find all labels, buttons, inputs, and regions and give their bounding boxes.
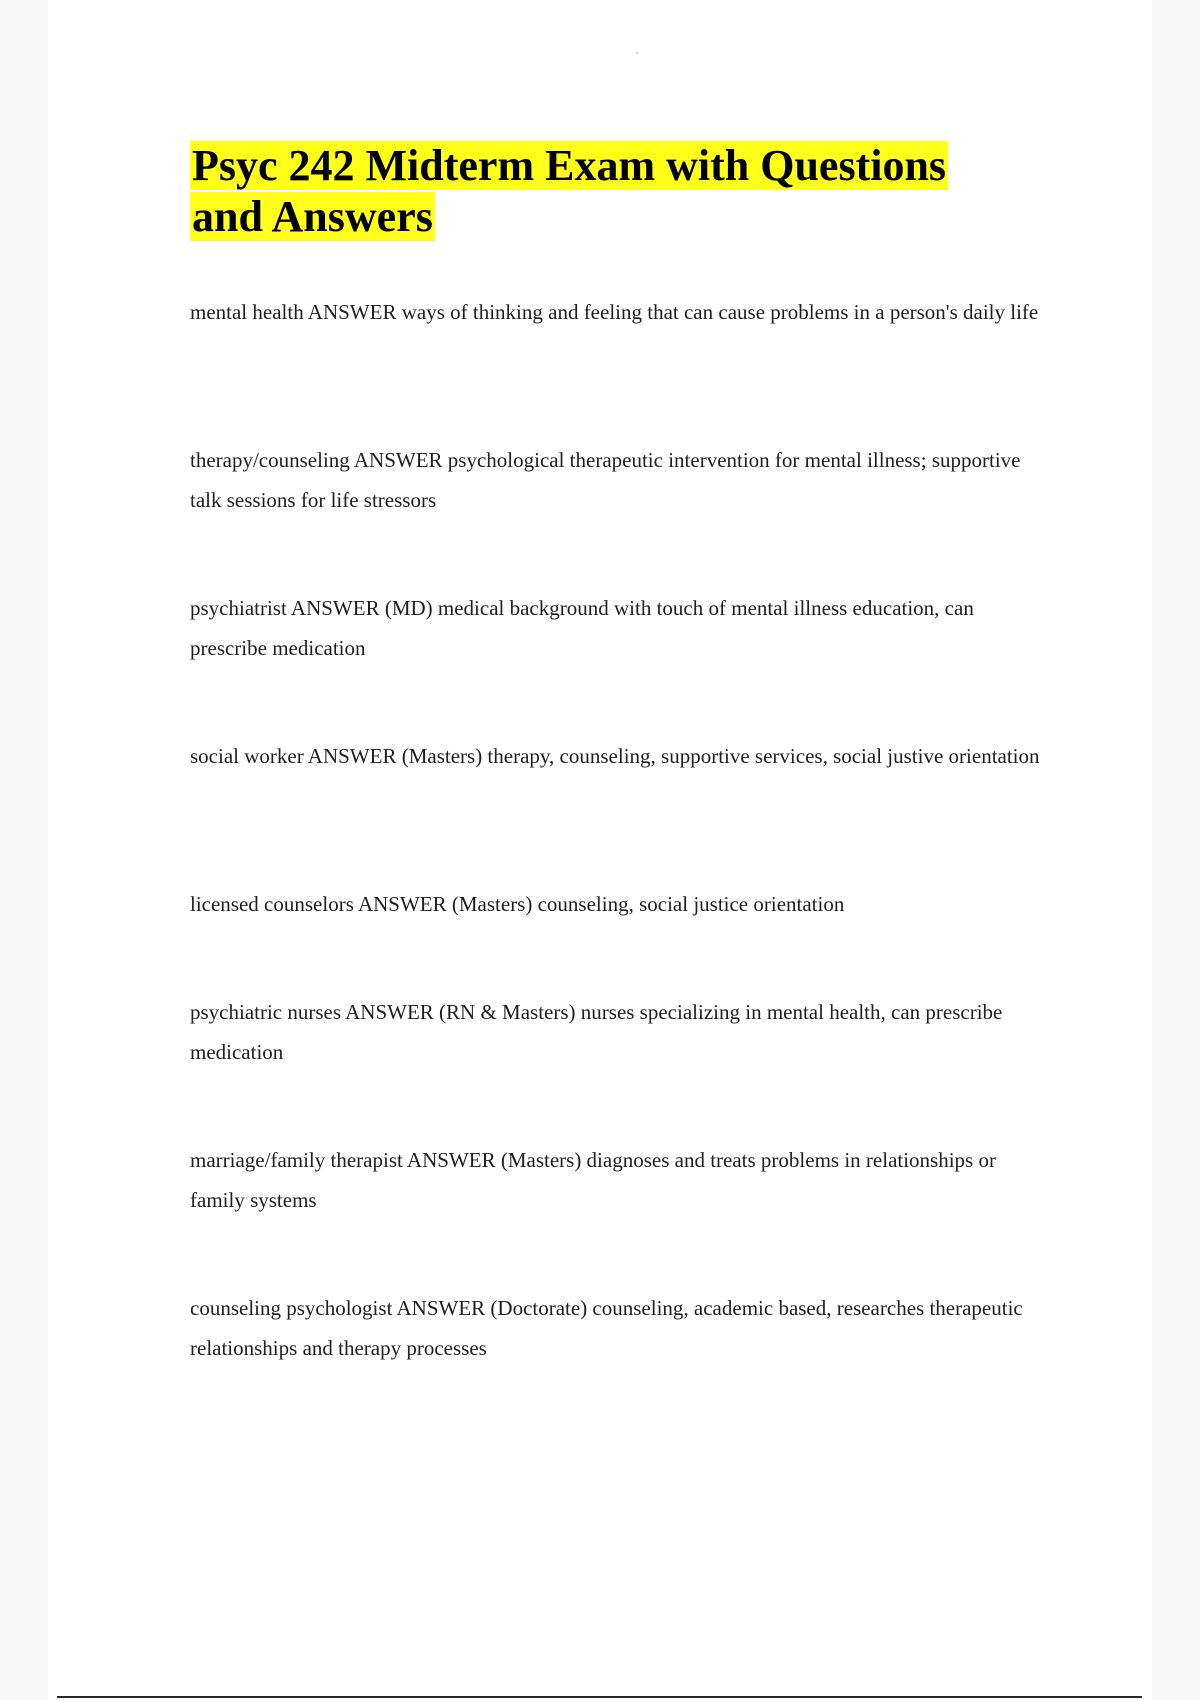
qa-item-social-worker: social worker ANSWER (Masters) therapy, counseling, supportive services, social justive orientation: [190, 744, 1040, 768]
page-title: [190, 140, 990, 242]
qa-item-mental-health: mental health ANSWER ways of thinking and feeling that can cause problems in a person's daily life: [190, 300, 1039, 324]
page-bottom-rule: [57, 1696, 1142, 1698]
qa-item-licensed-counselors: licensed counselors ANSWER (Masters) counseling, social justice orientation: [190, 892, 845, 916]
qa-item-psychiatrist: psychiatrist ANSWER (MD) medical background with touch of mental illness education, can prescribe medication: [190, 596, 974, 660]
qa-item-therapy-counseling: therapy/counseling ANSWER psychological therapeutic intervention for mental illness; supportive talk sessions for life stressors: [190, 448, 1021, 512]
title-highlight: Psyc 242 Midterm Exam with Questions and Answers: [192, 141, 947, 241]
qa-item-marriage-family-therapist: marriage/family therapist ANSWER (Masters) diagnoses and treats problems in relationships or family systems: [190, 1148, 996, 1212]
qa-item-counseling-psychologist: counseling psychologist ANSWER (Doctorate) counseling, academic based, researches therapeutic relationships and therapy processes: [190, 1296, 1023, 1360]
document-page: [48, 0, 1152, 1700]
page-speck: [636, 52, 638, 54]
qa-item-psychiatric-nurses: psychiatric nurses ANSWER (RN & Masters) nurses specializing in mental health, can prescribe medication: [190, 1000, 1003, 1064]
